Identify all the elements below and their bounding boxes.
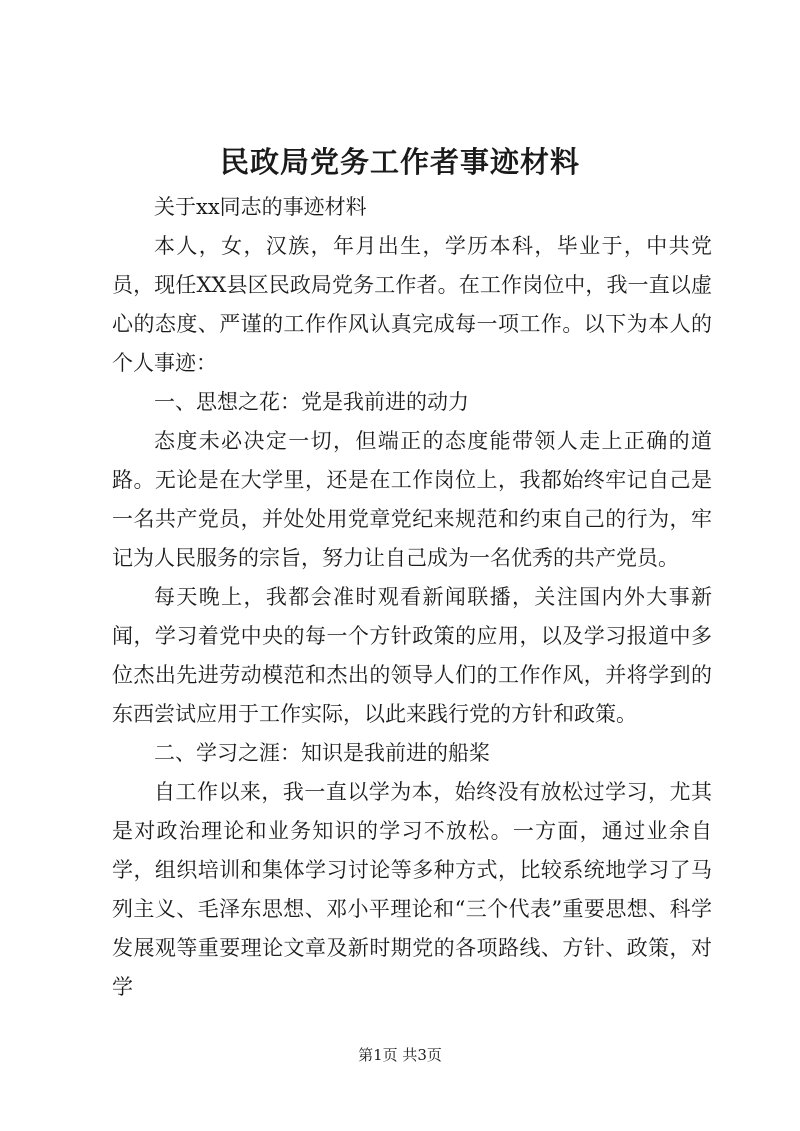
paragraph: 自工作以来，我一直以学为本，始终没有放松过学习，尤其是对政治理论和业务知识的学习不放松。一方面，通过业余自学，组织培训和集体学习讨论等多种方式，比较系统地学习了马列主义、毛泽东思想、邓小平理论和“三个代表”重要思想、科学发展观等重要理论文章及新时期党的各项路线、方针、政策，对学	[112, 780, 712, 999]
document-body	[112, 188, 712, 1007]
paragraph-intro: 本人，女，汉族，年月出生，学历本科，毕业于，中共党员，现任XX县区民政局党务工作者。在工作岗位中，我一直以虚心的态度、严谨的工作作风认真完成每一项工作。以下为本人的个人事迹：	[112, 234, 712, 375]
section-heading-1: 一、思想之花：党是我前进的动力	[154, 390, 469, 414]
document-title: 民政局党务工作者事迹材料	[219, 145, 580, 179]
section-heading-2: 二、学习之涯：知识是我前进的船桨	[154, 741, 490, 765]
paragraph: 态度未必决定一切，但端正的态度能带领人走上正确的道路。无论是在大学里，还是在工作岗位上，我都始终牢记自己是一名共产党员，并处处用党章党纪来规范和约束自己的行为，牢记为人民服务的宗旨，努力让自己成为一名优秀的共产党员。	[112, 429, 712, 570]
page-footer: 第1页 共3页	[358, 1046, 442, 1064]
paragraph: 每天晚上，我都会准时观看新闻联播，关注国内外大事新闻，学习着党中央的每一个方针政策的应用，以及学习报道中多位杰出先进劳动模范和杰出的领导人们的工作作风，并将学到的东西尝试应用于工作实际，以此来践行党的方针和政策。	[112, 585, 712, 726]
paragraph-subtitle: 关于xx同志的事迹材料	[154, 195, 367, 219]
